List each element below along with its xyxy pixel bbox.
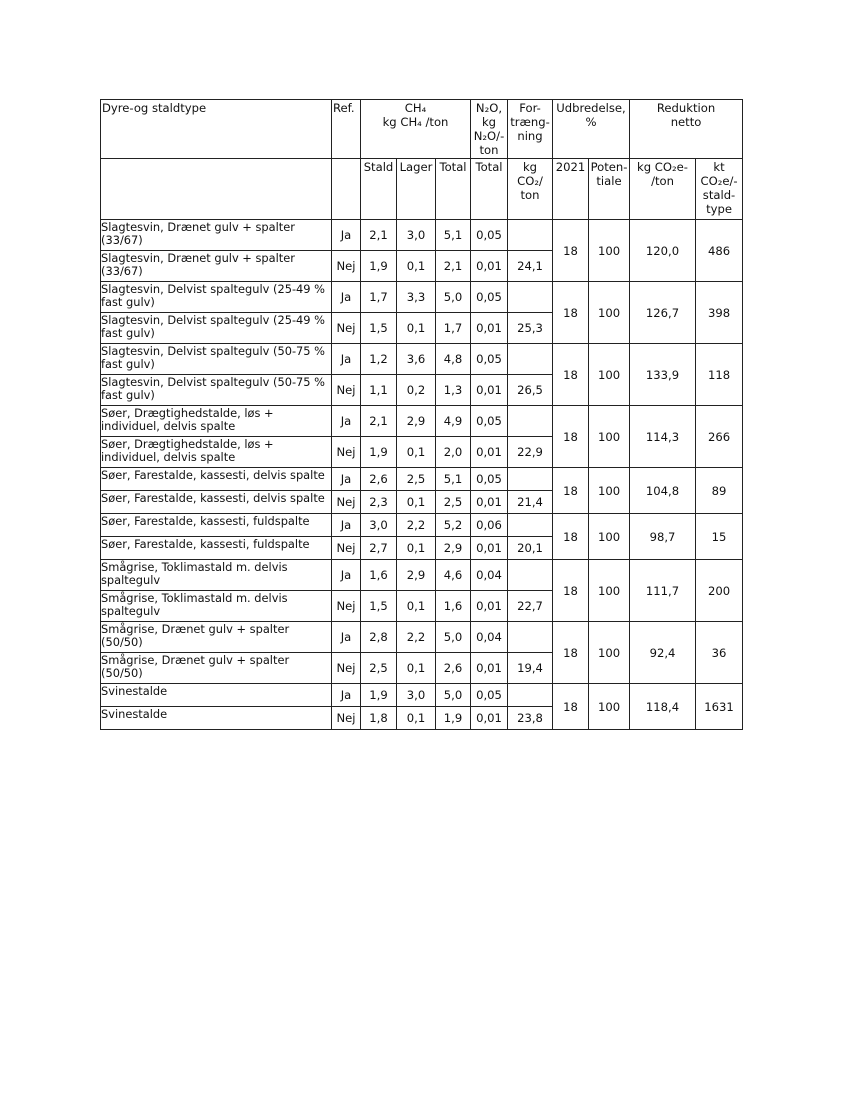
row-fortraengning: 25,3 xyxy=(508,313,553,344)
row-lager: 3,3 xyxy=(397,282,436,313)
row-name: Smågrise, Toklimastald m. delvis spaltegulv xyxy=(101,560,332,591)
row-reduktion-kg: 126,7 xyxy=(630,282,696,344)
row-total: 1,9 xyxy=(436,707,471,730)
row-name: Søer, Drægtighedstalde, løs + individuel, delvis spalte xyxy=(101,437,332,468)
row-ref: Ja xyxy=(332,344,361,375)
row-name: Svinestalde xyxy=(101,684,332,707)
row-n2o: 0,05 xyxy=(471,220,508,251)
row-potentiale: 100 xyxy=(589,282,630,344)
row-fortraengning xyxy=(508,684,553,707)
row-fortraengning xyxy=(508,406,553,437)
row-name: Slagtesvin, Delvist spaltegulv (50-75 % fast gulv) xyxy=(101,375,332,406)
row-udbredelse-2021: 18 xyxy=(553,220,589,282)
subheader-kt-line1: kt xyxy=(713,160,725,174)
row-udbredelse-2021: 18 xyxy=(553,622,589,684)
row-potentiale: 100 xyxy=(589,622,630,684)
row-stald: 1,9 xyxy=(361,251,397,282)
row-stald: 2,7 xyxy=(361,537,397,560)
subheader-poten-line2: tiale xyxy=(596,174,622,188)
row-reduktion-kt: 89 xyxy=(696,468,743,514)
row-udbredelse-2021: 18 xyxy=(553,560,589,622)
subheader-fort-line2: CO₂/ xyxy=(517,174,543,188)
row-lager: 3,0 xyxy=(397,220,436,251)
row-ref: Nej xyxy=(332,313,361,344)
subheader-empty-ref xyxy=(332,159,361,220)
row-total: 5,2 xyxy=(436,514,471,537)
row-fortraengning: 22,9 xyxy=(508,437,553,468)
row-reduktion-kg: 92,4 xyxy=(630,622,696,684)
row-reduktion-kt: 15 xyxy=(696,514,743,560)
row-fortraengning: 23,8 xyxy=(508,707,553,730)
table-row xyxy=(101,622,743,653)
row-ref: Nej xyxy=(332,251,361,282)
row-ref: Nej xyxy=(332,707,361,730)
row-fortraengning xyxy=(508,220,553,251)
row-stald: 2,1 xyxy=(361,220,397,251)
row-reduktion-kg: 114,3 xyxy=(630,406,696,468)
row-potentiale: 100 xyxy=(589,514,630,560)
subheader-fort-line1: kg xyxy=(522,160,538,174)
row-total: 2,0 xyxy=(436,437,471,468)
row-fortraengning: 26,5 xyxy=(508,375,553,406)
row-reduktion-kt: 486 xyxy=(696,220,743,282)
header-row xyxy=(101,100,743,159)
row-udbredelse-2021: 18 xyxy=(553,282,589,344)
row-lager: 0,1 xyxy=(397,537,436,560)
subheader-kg-line2: /ton xyxy=(651,174,674,188)
header-ch4-line2: kg CH₄ /ton xyxy=(382,115,449,129)
row-lager: 3,6 xyxy=(397,344,436,375)
row-ref: Ja xyxy=(332,282,361,313)
row-reduktion-kt: 1631 xyxy=(696,684,743,730)
row-reduktion-kg: 111,7 xyxy=(630,560,696,622)
subheader-kt-line2: CO₂e/- xyxy=(700,174,738,188)
row-total: 2,5 xyxy=(436,491,471,514)
row-total: 4,9 xyxy=(436,406,471,437)
row-n2o: 0,01 xyxy=(471,591,508,622)
row-lager: 0,1 xyxy=(397,313,436,344)
header-red-line1: Reduktion xyxy=(656,101,716,115)
row-fortraengning xyxy=(508,622,553,653)
row-fortraengning: 21,4 xyxy=(508,491,553,514)
row-reduktion-kg: 104,8 xyxy=(630,468,696,514)
row-ref: Nej xyxy=(332,491,361,514)
row-n2o: 0,01 xyxy=(471,313,508,344)
row-fortraengning xyxy=(508,344,553,375)
table-row xyxy=(101,560,743,591)
row-stald: 2,8 xyxy=(361,622,397,653)
header-n2o xyxy=(471,100,508,159)
header-ch4 xyxy=(361,100,471,159)
row-reduktion-kt: 266 xyxy=(696,406,743,468)
header-n2o-line1: N₂O, xyxy=(475,101,503,115)
row-stald: 3,0 xyxy=(361,514,397,537)
row-potentiale: 100 xyxy=(589,560,630,622)
row-potentiale: 100 xyxy=(589,220,630,282)
row-reduktion-kt: 36 xyxy=(696,622,743,684)
row-ref: Ja xyxy=(332,406,361,437)
row-fortraengning: 19,4 xyxy=(508,653,553,684)
subheader-2021: 2021 xyxy=(553,159,589,220)
row-potentiale: 100 xyxy=(589,684,630,730)
row-lager: 0,1 xyxy=(397,653,436,684)
row-stald: 1,5 xyxy=(361,591,397,622)
header-udbredelse xyxy=(553,100,630,159)
subheader-fort xyxy=(508,159,553,220)
header-udb-line1: Udbredelse, xyxy=(556,101,626,115)
row-n2o: 0,04 xyxy=(471,622,508,653)
row-total: 5,0 xyxy=(436,622,471,653)
subheader-kt-line3: stald- xyxy=(702,188,736,202)
row-lager: 0,1 xyxy=(397,251,436,282)
row-lager: 0,1 xyxy=(397,437,436,468)
row-lager: 0,2 xyxy=(397,375,436,406)
row-n2o: 0,01 xyxy=(471,653,508,684)
row-lager: 2,9 xyxy=(397,406,436,437)
row-stald: 1,2 xyxy=(361,344,397,375)
subheader-row xyxy=(101,159,743,220)
row-ref: Nej xyxy=(332,437,361,468)
row-lager: 2,2 xyxy=(397,622,436,653)
row-stald: 1,9 xyxy=(361,437,397,468)
row-udbredelse-2021: 18 xyxy=(553,406,589,468)
subheader-kt-line4: type xyxy=(706,202,732,216)
row-stald: 2,5 xyxy=(361,653,397,684)
row-fortraengning xyxy=(508,514,553,537)
row-total: 2,6 xyxy=(436,653,471,684)
row-name: Svinestalde xyxy=(101,707,332,730)
row-stald: 1,1 xyxy=(361,375,397,406)
row-reduktion-kg: 120,0 xyxy=(630,220,696,282)
subheader-potentiale xyxy=(589,159,630,220)
row-name: Søer, Drægtighedstalde, løs + individuel, delvis spalte xyxy=(101,406,332,437)
subheader-stald: Stald xyxy=(361,159,397,220)
row-ref: Ja xyxy=(332,514,361,537)
row-ref: Nej xyxy=(332,653,361,684)
row-fortraengning: 20,1 xyxy=(508,537,553,560)
row-total: 1,6 xyxy=(436,591,471,622)
row-total: 1,3 xyxy=(436,375,471,406)
row-n2o: 0,05 xyxy=(471,282,508,313)
row-name: Slagtesvin, Drænet gulv + spalter (33/67) xyxy=(101,251,332,282)
row-name: Søer, Farestalde, kassesti, fuldspalte xyxy=(101,514,332,537)
row-stald: 1,5 xyxy=(361,313,397,344)
row-n2o: 0,05 xyxy=(471,406,508,437)
table-row xyxy=(101,468,743,491)
row-udbredelse-2021: 18 xyxy=(553,684,589,730)
row-udbredelse-2021: 18 xyxy=(553,344,589,406)
row-stald: 1,7 xyxy=(361,282,397,313)
row-udbredelse-2021: 18 xyxy=(553,468,589,514)
header-fort-line1: For- xyxy=(519,101,541,115)
row-stald: 2,3 xyxy=(361,491,397,514)
subheader-kg-line1: kg CO₂e- xyxy=(637,160,688,174)
row-n2o: 0,01 xyxy=(471,537,508,560)
table-row xyxy=(101,344,743,375)
row-n2o: 0,01 xyxy=(471,375,508,406)
row-stald: 1,6 xyxy=(361,560,397,591)
table-row xyxy=(101,220,743,251)
header-n2o-line2: kg xyxy=(481,115,497,129)
table-row xyxy=(101,514,743,537)
header-fortraengning xyxy=(508,100,553,159)
header-n2o-line4: ton xyxy=(479,143,499,157)
row-lager: 0,1 xyxy=(397,707,436,730)
subheader-empty-type xyxy=(101,159,332,220)
row-lager: 2,2 xyxy=(397,514,436,537)
row-n2o: 0,01 xyxy=(471,491,508,514)
header-fort-line2: træng- xyxy=(510,115,550,129)
header-red-line2: netto xyxy=(670,115,702,129)
row-name: Slagtesvin, Delvist spaltegulv (50-75 % fast gulv) xyxy=(101,344,332,375)
row-ref: Nej xyxy=(332,591,361,622)
row-reduktion-kt: 118 xyxy=(696,344,743,406)
row-n2o: 0,01 xyxy=(471,437,508,468)
row-lager: 2,5 xyxy=(397,468,436,491)
row-name: Slagtesvin, Drænet gulv + spalter (33/67) xyxy=(101,220,332,251)
row-total: 1,7 xyxy=(436,313,471,344)
row-name: Smågrise, Drænet gulv + spalter (50/50) xyxy=(101,622,332,653)
row-n2o: 0,01 xyxy=(471,707,508,730)
row-total: 5,1 xyxy=(436,468,471,491)
row-name: Smågrise, Drænet gulv + spalter (50/50) xyxy=(101,653,332,684)
row-ref: Ja xyxy=(332,468,361,491)
row-n2o: 0,06 xyxy=(471,514,508,537)
row-n2o: 0,05 xyxy=(471,344,508,375)
header-udb-line2: % xyxy=(585,115,597,129)
row-name: Søer, Farestalde, kassesti, delvis spalte xyxy=(101,491,332,514)
row-potentiale: 100 xyxy=(589,406,630,468)
subheader-lager: Lager xyxy=(397,159,436,220)
row-name: Søer, Farestalde, kassesti, delvis spalte xyxy=(101,468,332,491)
row-reduktion-kt: 398 xyxy=(696,282,743,344)
row-stald: 2,1 xyxy=(361,406,397,437)
row-stald: 2,6 xyxy=(361,468,397,491)
row-reduktion-kg: 118,4 xyxy=(630,684,696,730)
subheader-kg xyxy=(630,159,696,220)
row-fortraengning: 24,1 xyxy=(508,251,553,282)
row-stald: 1,8 xyxy=(361,707,397,730)
row-total: 2,1 xyxy=(436,251,471,282)
subheader-poten-line1: Poten- xyxy=(590,160,628,174)
row-name: Slagtesvin, Delvist spaltegulv (25-49 % fast gulv) xyxy=(101,282,332,313)
row-ref: Nej xyxy=(332,375,361,406)
row-ref: Nej xyxy=(332,537,361,560)
row-fortraengning xyxy=(508,282,553,313)
row-ref: Ja xyxy=(332,560,361,591)
row-reduktion-kg: 133,9 xyxy=(630,344,696,406)
subheader-kt xyxy=(696,159,743,220)
row-potentiale: 100 xyxy=(589,468,630,514)
row-potentiale: 100 xyxy=(589,344,630,406)
header-fort-line3: ning xyxy=(517,129,543,143)
row-name: Slagtesvin, Delvist spaltegulv (25-49 % fast gulv) xyxy=(101,313,332,344)
row-reduktion-kg: 98,7 xyxy=(630,514,696,560)
row-stald: 1,9 xyxy=(361,684,397,707)
row-n2o: 0,05 xyxy=(471,684,508,707)
row-name: Smågrise, Toklimastald m. delvis spaltegulv xyxy=(101,591,332,622)
row-total: 5,0 xyxy=(436,282,471,313)
header-ref: Ref. xyxy=(332,100,361,159)
row-fortraengning xyxy=(508,468,553,491)
table-row xyxy=(101,282,743,313)
row-n2o: 0,05 xyxy=(471,468,508,491)
row-ref: Ja xyxy=(332,220,361,251)
row-lager: 3,0 xyxy=(397,684,436,707)
row-total: 5,1 xyxy=(436,220,471,251)
row-total: 2,9 xyxy=(436,537,471,560)
table-row xyxy=(101,406,743,437)
row-fortraengning xyxy=(508,560,553,591)
row-total: 4,8 xyxy=(436,344,471,375)
subheader-fort-line3: ton xyxy=(520,188,540,202)
header-reduktion xyxy=(630,100,743,159)
row-name: Søer, Farestalde, kassesti, fuldspalte xyxy=(101,537,332,560)
row-lager: 2,9 xyxy=(397,560,436,591)
row-reduktion-kt: 200 xyxy=(696,560,743,622)
header-ch4-line1: CH₄ xyxy=(404,101,427,115)
row-ref: Ja xyxy=(332,684,361,707)
row-udbredelse-2021: 18 xyxy=(553,514,589,560)
row-lager: 0,1 xyxy=(397,591,436,622)
header-n2o-line3: N₂O/- xyxy=(473,129,505,143)
row-n2o: 0,01 xyxy=(471,251,508,282)
header-type: Dyre-og staldtype xyxy=(101,100,332,159)
table-row xyxy=(101,684,743,707)
row-ref: Ja xyxy=(332,622,361,653)
row-lager: 0,1 xyxy=(397,491,436,514)
row-total: 4,6 xyxy=(436,560,471,591)
subheader-n2o-total: Total xyxy=(471,159,508,220)
emission-table xyxy=(100,99,743,730)
subheader-total: Total xyxy=(436,159,471,220)
row-fortraengning: 22,7 xyxy=(508,591,553,622)
row-n2o: 0,04 xyxy=(471,560,508,591)
row-total: 5,0 xyxy=(436,684,471,707)
